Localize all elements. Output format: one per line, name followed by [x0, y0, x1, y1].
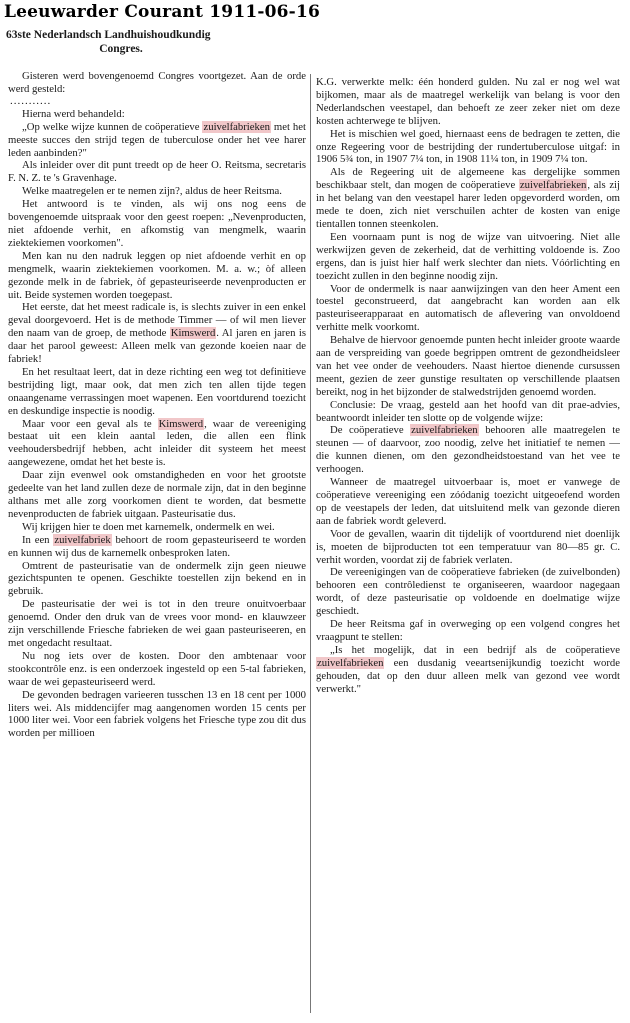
highlighted-term: zuivelfabrieken	[411, 424, 478, 437]
paragraph: Conclusie: De vraag, gesteld aan het hoofd van dit prae-advies, beantwoordt inleider ten slotte op de volgende wijze:	[316, 398, 620, 424]
text-run: behoort de room gepasteuriseerd te worden en kunnen wij dus de karnemelk onbesproken laten.	[8, 533, 306, 559]
text-run: . Al jaren en jaren is daar het parool geweest: Alleen melk van gezonde koeien naar de fabriek!	[8, 327, 306, 366]
paragraph	[8, 534, 306, 560]
highlighted-term: zuivelfabrieken	[519, 179, 587, 192]
text-run: behooren alle maatregelen te steunen — of daarvoor, zoo noodig, zelve het initiatief te nemen — die kunnen dienen, om den gezondheidstoestand van het vee te verhoogen.	[316, 424, 620, 476]
separator-dots: ...........	[10, 94, 52, 107]
left-column	[8, 70, 306, 1019]
text-run: „Op welke wijze kunnen de coöperatieve	[22, 120, 203, 133]
paragraph: Als inleider over dit punt treedt op de heer O. Reitsma, secretaris F. N. Z. te 's Gravenhage.	[8, 159, 306, 185]
paragraph: Een voornaam punt is nog de wijze van uitvoering. Niet alle werkwijzen geven de zekerheid, dat de verhitting voldoende is. Zoo ergens, dan is juist hier half werk slechter dan niets. Vóórlichting en toezicht zullen in den beginne noodig zijn.	[316, 230, 620, 282]
paragraph: En het resultaat leert, dat in deze richting een weg tot definitieve bestrijding ligt, maar ook, dat men zich ten allen tijde tegen onaangename verrassingen moet wapenen. Een voortdurend toezicht en deskundige inspectie is noodig.	[8, 365, 306, 417]
highlighted-term: zuivelfabrieken	[317, 656, 384, 669]
highlighted-term: Kimswerd	[158, 417, 204, 430]
text-run: Maar voor een geval als te	[22, 417, 158, 430]
paragraph: De heer Reitsma gaf in overweging op een volgend congres het vraagpunt te stellen:	[316, 618, 620, 643]
text-run: In een	[22, 533, 54, 546]
paragraph	[316, 644, 620, 696]
paragraph: Gisteren werd bovengenoemd Congres voortgezet. Aan de orde werd gesteld:	[8, 70, 306, 95]
heading-line-2: Congres.	[99, 43, 143, 55]
paragraph	[8, 121, 306, 160]
paragraph: Het antwoord is te vinden, als wij ons nog eens de bovengenoemde uitspraak voor den geest roepen: „Nevenproducten, niet afdoende verhit, en afkomstig van mengmelk, waarin ziektekiemen voorkomen".	[8, 198, 306, 249]
highlighted-term: zuivelfabriek	[54, 533, 111, 546]
paragraph: Men kan nu den nadruk leggen op niet afdoende verhit en op mengmelk, waarin ziektekiemen voorkomen. M. a. w.; òf alleen gezonde melk in de fabriek, òf gepasteuriseerde nevenproducten er uit. Beide systemen worden toegepast.	[8, 249, 306, 301]
heading-line-1: 63ste Nederlandsch Landhuishoudkundig	[6, 29, 211, 41]
paragraph	[8, 418, 306, 470]
right-column	[316, 76, 620, 1019]
highlighted-term: Kimswerd	[170, 327, 216, 340]
newspaper-title: Leeuwarder Courant 1911-06-16	[4, 2, 321, 22]
paragraph: Het is mischien wel goed, hiernaast eens de bedragen te zetten, die onze Regeering voor de bestrijding der rundertuberculose uitgaf: in 1906 5¾ ton, in 1907 7¼ ton, in 1908 11¼ ton, in 1909 7¼ ton.	[316, 127, 620, 166]
paragraph: Welke maatregelen er te nemen zijn?, aldus de heer Reitsma.	[22, 185, 282, 198]
column-divider	[310, 74, 311, 1013]
text-run: Het eerste, dat het meest radicale is, is slechts zuiver in een enkel geval doorgevoerd. Het is de methode Timmer — of wil men liever den naam van de groep, de methode	[8, 301, 306, 340]
paragraph: Voor de gevallen, waarin dit tijdelijk of voortdurend niet doenlijk is, moeten de bijproducten tot een temperatuur van 80—85 gr. C. verhit worden, voordat zij de fabriek verlaten.	[316, 527, 620, 566]
paragraph: De pasteurisatie der wei is tot in den treure onuitvoerbaar genoemd. Onder den druk van de vrees voor mond- en klauwzeer zijn verschillende Friesche fabrieken de wei gaan pasteuriseeren, en met ongedacht resultaat.	[8, 598, 306, 649]
article-heading	[6, 28, 306, 56]
text-run: met het meeste succes den strijd tegen de tuberculose onder het vee harer leden aanbinden?"	[8, 120, 306, 159]
highlighted-term: zuivelfabrieken	[203, 120, 270, 133]
paragraph: Wij krijgen hier te doen met karnemelk, ondermelk en wei.	[22, 520, 275, 533]
paragraph: K.G. verwerkte melk: één honderd gulden. Nu zal er nog wel wat bijkomen, maar als de maatregel werkelijk van belang is voor den Nederlandschen veestapel, dan behoeft ze zeer zeker niet om deze kosten achterwege te blijven.	[316, 76, 620, 127]
paragraph	[316, 166, 620, 231]
text-run: Als de Regeering uit de algemeene kas dergelijke sommen beschikbaar stelt, dan mogen de coöperatieve	[316, 166, 620, 192]
paragraph: Daar zijn evenwel ook omstandigheden en voor het grootste gedeelte van het land zullen deze de normale zijn, dat in den beginne althans met alle zorg voorkomen dient te worden, dat besmette nevenproducten de fabriek uitgaan. Pasteurisatie dus.	[8, 469, 306, 520]
text-run: De coöperatieve	[330, 424, 411, 437]
paragraph	[316, 424, 620, 476]
paragraph	[8, 301, 306, 366]
text-run: een dusdanig veeartsenijkundig toezicht worde gehouden, dat op den duur alleen melk van gezond vee wordt verwerkt."	[316, 656, 620, 695]
paragraph: Nu nog iets over de kosten. Door den ambtenaar voor stookcontrôle enz. is een onderzoek ingesteld op een 5-tal fabrieken, waar de wei gepasteuriseerd werd.	[8, 649, 306, 688]
text-run: , als zij in het belang van den veestapel harer leden opgevorderd worden, om mede te doen, zich niet verschuilen achter de kosten van enige tientallen tonnen steenkolen.	[316, 179, 620, 230]
paragraph: Hierna werd behandeld:	[22, 107, 125, 120]
paragraph: Wanneer de maatregel uitvoerbaar is, moet er vanwege de coöperatieve vereeniging een zóódanig toezicht uitgeoefend worden op de veestapels der leden, dat uitsluitend melk van gezonde dieren aan de fabriek wordt geleverd.	[316, 476, 620, 527]
paragraph: De vereenigingen van de coöperatieve fabrieken (de zuivelbonden) behooren een contrôledienst te organiseeren, waardoor nagegaan wordt, of deze pasteurisatie op voldoende en doelmatige wijze geschiedt.	[316, 566, 620, 618]
paragraph: Omtrent de pasteurisatie van de ondermelk zijn geen nieuwe gezichtspunten te openen. Geschikte toestellen zijn bekend en in gebruik.	[8, 559, 306, 598]
paragraph: Behalve de hiervoor genoemde punten hecht inleider groote waarde aan de verspreiding van goede begrippen omtrent de gezondheidsleer van het vee onder de veehouders. Naast hiertoe dienende cursussen meent, gezien de zeer gunstige resultaten op verschillende plaatsen bereikt, nog in het bijzonder de stalwedstrijden genoemd worden.	[316, 334, 620, 398]
text-run: , waar de vereeniging bestaat uit een klein aantal leden, die allen een flink veehoudersbedrijf hebben, acht inleider dit systeem het meest aangewezene, omdat het het beste is.	[8, 417, 306, 469]
text-run: „Is het mogelijk, dat in een bedrijf als de coöperatieve	[330, 643, 620, 656]
paragraph: De gevonden bedragen varieeren tusschen 13 en 18 cent per 1000 liters wei. Als middencijfer mag aangenomen worden 15 cents per 1000 liter wei. Voor een fabriek volgens het Friesche type zou dit dus worden per millioen	[8, 688, 306, 740]
paragraph: Voor de ondermelk is naar aanwijzingen van den heer Ament een toestel geconstrueerd, dat aangebracht kan worden aan elk pasteuriseerapparaat en automatisch de aflevering van onvoldoend verhitte melk voorkomt.	[316, 282, 620, 334]
